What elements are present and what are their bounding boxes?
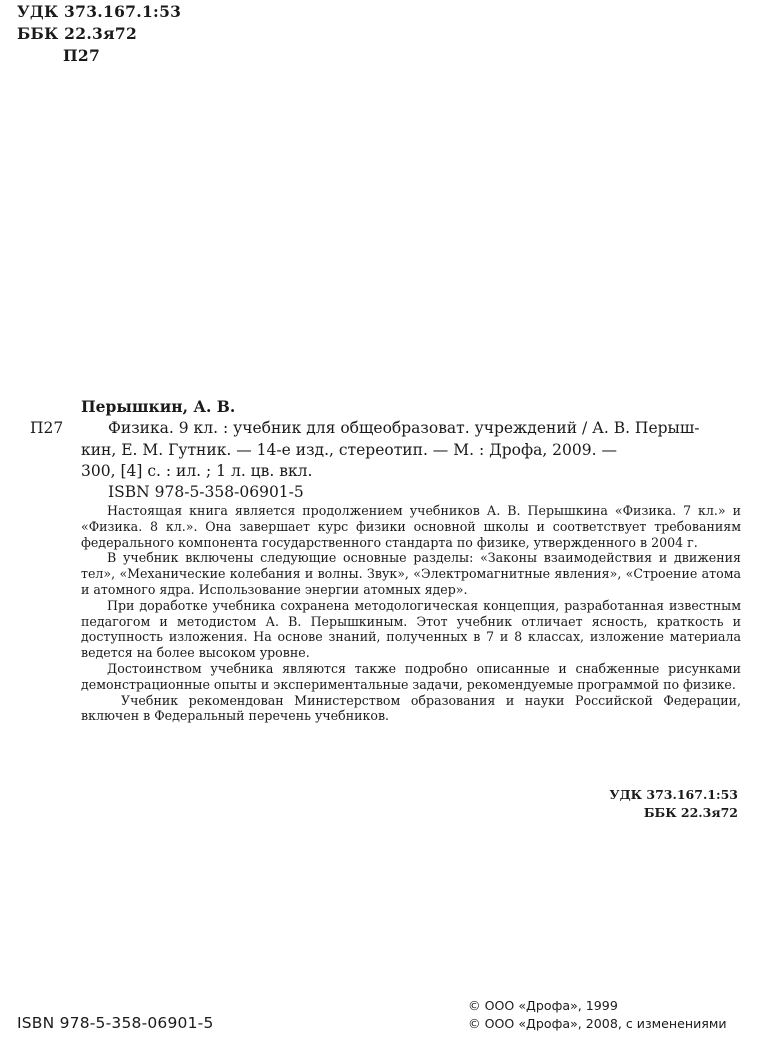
copyright-1999: © ООО «Дрофа», 1999: [468, 998, 618, 1013]
record-line-3: 300, [4] с. : ил. ; 1 л. цв. вкл.: [81, 462, 313, 480]
record-isbn: ISBN 978-5-358-06901-5: [108, 483, 304, 501]
bbk-code-right: ББК 22.3я72: [643, 805, 738, 820]
annotation: [81, 503, 741, 724]
udk-code-top: УДК 373.167.1:53: [17, 2, 182, 21]
author-mark-side: П27: [30, 419, 64, 437]
annotation-paragraph-4: Достоинством учебника являются также подробно описанные и снабженные рисунками демонстрационные опыты и экспериментальные задачи, рекомендуемые программой по физике.: [81, 660, 741, 692]
annotation-paragraph-2: В учебник включены следующие основные разделы: «Законы взаимодействия и движения тел», «Механические колебания и волны. Звук», «Электромагнитные явления», «Строение атома и атомного ядра. Использование энергии атомных ядер».: [81, 550, 741, 597]
footer-isbn: ISBN 978-5-358-06901-5: [17, 1014, 214, 1032]
author-heading: Перышкин, А. В.: [81, 397, 236, 416]
author-mark-top: П27: [63, 46, 101, 65]
record-line-1: Физика. 9 кл. : учебник для общеобразоват. учреждений / А. В. Перыш-: [108, 419, 700, 437]
annotation-paragraph-1: Настоящая книга является продолжением учебников А. В. Перышкина «Физика. 7 кл.» и «Физика. 8 кл.». Она завершает курс физики основной школы и соответствует требованиям федерального компонента государственного стандарта по физике, утвержденного в 2004 г.: [81, 503, 741, 550]
bbk-code-top: ББК 22.3я72: [17, 24, 138, 43]
annotation-paragraph-3: При доработке учебника сохранена методологическая концепция, разработанная известным педагогом и методистом А. В. Перышкиным. Этот учебник отличает ясность, краткость и доступность изложения. На основе знаний, полученных в 7 и 8 классах, изложение материала ведется на более высоком уровне.: [81, 597, 741, 661]
udk-code-right: УДК 373.167.1:53: [609, 787, 738, 802]
record-line-2: кин, Е. М. Гутник. — 14-е изд., стереотип. — М. : Дрофа, 2009. —: [81, 441, 617, 459]
copyright-2008: © ООО «Дрофа», 2008, с изменениями: [468, 1016, 727, 1031]
annotation-paragraph-5: Учебник рекомендован Министерством образования и науки Российской Федерации, включен в Федеральный перечень учебников.: [81, 692, 741, 724]
